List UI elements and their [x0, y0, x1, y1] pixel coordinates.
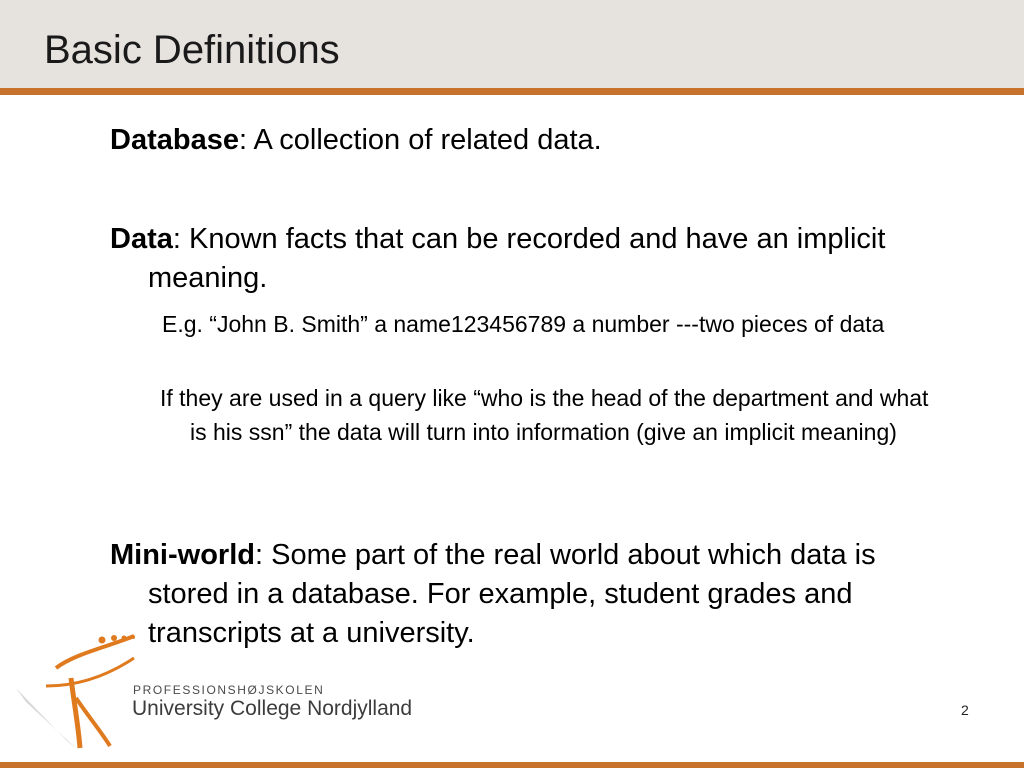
data-example: E.g. “John B. Smith” a name123456789 a number ---two pieces of data: [162, 311, 885, 337]
definition-data-text: : Known facts that can be recorded and have an implicit meaning.: [148, 223, 886, 294]
logo-subtitle: PROFESSIONSHØJSKOLEN: [133, 683, 325, 697]
definition-data: [110, 220, 948, 298]
page-number: 2: [961, 702, 969, 718]
logo-name: University College Nordjylland: [132, 697, 413, 720]
definition-miniworld-text: : Some part of the real world about which data is stored in a database. For example, student grades and transcripts at a university.: [148, 539, 876, 649]
slide-title: Basic Definitions: [44, 28, 340, 72]
definition-miniworld: [110, 536, 948, 653]
data-query-note: If they are used in a query like “who is the head of the department and what is his ssn” the data will turn into information (give an implicit meaning): [160, 385, 929, 445]
bottom-rule: [0, 762, 1024, 768]
definition-database: [110, 121, 948, 160]
term-miniworld: Mini-world: [110, 539, 255, 571]
term-data: Data: [110, 223, 173, 255]
definition-database-text: : A collection of related data.: [238, 124, 602, 156]
ucn-logo-figure: [16, 628, 146, 752]
term-database: Database: [110, 124, 239, 156]
